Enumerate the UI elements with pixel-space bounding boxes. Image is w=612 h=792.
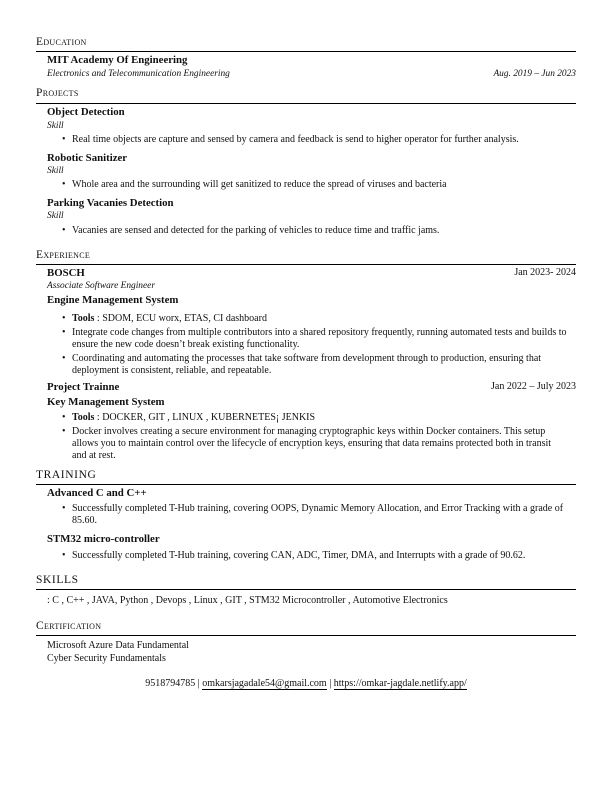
bullet-icon: • (62, 134, 66, 145)
tools-label: Tools (72, 313, 95, 324)
section-rule (36, 103, 576, 104)
project-title: Parking Vacanies Detection (47, 197, 174, 209)
separator: | (326, 678, 334, 689)
bullet-icon: • (62, 225, 66, 236)
company-name: Project Trainne (47, 381, 120, 393)
job-role: Associate Software Engineer (47, 281, 155, 291)
certification-item: Microsoft Azure Data Fundamental (47, 640, 189, 651)
job-bullet: Integrate code changes from multiple contributors into a shared repository frequently, running automated tests and builds to ensure the new code doesn’t break existing functionality. (72, 327, 567, 350)
project-title: Robotic Sanitizer (47, 152, 128, 164)
job-project: Key Management System (47, 396, 165, 408)
bullet-icon: • (62, 313, 66, 324)
degree: Electronics and Telecommunication Engineering (47, 69, 230, 79)
tools-line (72, 411, 315, 425)
company-name: BOSCH (47, 267, 85, 279)
bullet-icon: • (62, 426, 66, 437)
section-heading-skills: SKILLS (36, 574, 79, 586)
section-heading-projects: Projects (36, 87, 79, 99)
section-rule (36, 264, 576, 265)
project-subtitle: Skill (47, 121, 64, 131)
certification-item: Cyber Security Fundamentals (47, 653, 166, 664)
job-dates: Jan 2022 – July 2023 (491, 381, 576, 392)
section-heading-education: Education (36, 36, 87, 48)
section-heading-training: TRAINING (36, 469, 97, 481)
section-heading-experience: Experience (36, 249, 91, 261)
tools-line (72, 312, 267, 326)
bullet-icon: • (62, 412, 66, 423)
tools-list: : SDOM, ECU worx, ETAS, CI dashboard (94, 313, 267, 324)
section-rule (36, 589, 576, 590)
training-title: Advanced C and C++ (47, 487, 147, 499)
tools-list: : DOCKER, GIT , LINUX , KUBERNETES¡ JENKIS (94, 412, 316, 423)
project-subtitle: Skill (47, 166, 64, 176)
job-bullet: Coordinating and automating the processes that take software from development through to production, ensuring that deployment is consistent, reliable, and repeatable. (72, 353, 542, 376)
job-dates: Jan 2023- 2024 (514, 267, 576, 278)
section-rule (36, 484, 576, 485)
skills-list: : C , C++ , JAVA, Python , Devops , Linux , GIT , STM32 Microcontroller , Automotive Electronics (47, 595, 448, 606)
project-bullet: Vacanies are sensed and detected for the parking of vehicles to reduce time and traffic jams. (72, 225, 440, 236)
section-rule (36, 635, 576, 636)
website-link[interactable]: https://omkar-jagdale.netlify.app/ (333, 678, 467, 689)
bullet-icon: • (62, 550, 66, 561)
tools-label: Tools (72, 412, 95, 423)
email-link[interactable]: omkarsjagadale54@gmail.com (202, 678, 327, 689)
training-title: STM32 micro-controller (47, 533, 160, 545)
job-project: Engine Management System (47, 294, 179, 306)
contact-line (0, 677, 612, 691)
section-heading-certification: Certification (36, 620, 102, 632)
bullet-icon: • (62, 327, 66, 338)
education-dates: Aug. 2019 – Jun 2023 (493, 69, 576, 79)
project-title: Object Detection (47, 106, 125, 118)
separator: | (195, 678, 203, 689)
training-bullet: Successfully completed T-Hub training, covering CAN, ADC, Timer, DMA, and Interrupts with a grade of 90.62. (72, 550, 526, 561)
job-bullet: Docker involves creating a secure environment for managing cryptographic keys within Docker containers. This setup allows you to maintain control over the lifecycle of encryption keys, ensuring that data remains protected both in transit and at rest. (72, 426, 552, 461)
project-bullet: Real time objects are capture and sensed by camera and feedback is send to higher operator for further analysis. (72, 134, 519, 145)
bullet-icon: • (62, 179, 66, 190)
project-subtitle: Skill (47, 211, 64, 221)
project-bullet: Whole area and the surrounding will get sanitized to reduce the spread of viruses and bacteria (72, 179, 447, 190)
training-bullet: Successfully completed T-Hub training, covering OOPS, Dynamic Memory Allocation, and Error Tracking with a grade of 85.60. (72, 503, 564, 526)
bullet-icon: • (62, 503, 66, 514)
section-rule (36, 51, 576, 52)
bullet-icon: • (62, 353, 66, 364)
school-name: MIT Academy Of Engineering (47, 54, 188, 66)
phone-number: 9518794785 (145, 678, 196, 689)
